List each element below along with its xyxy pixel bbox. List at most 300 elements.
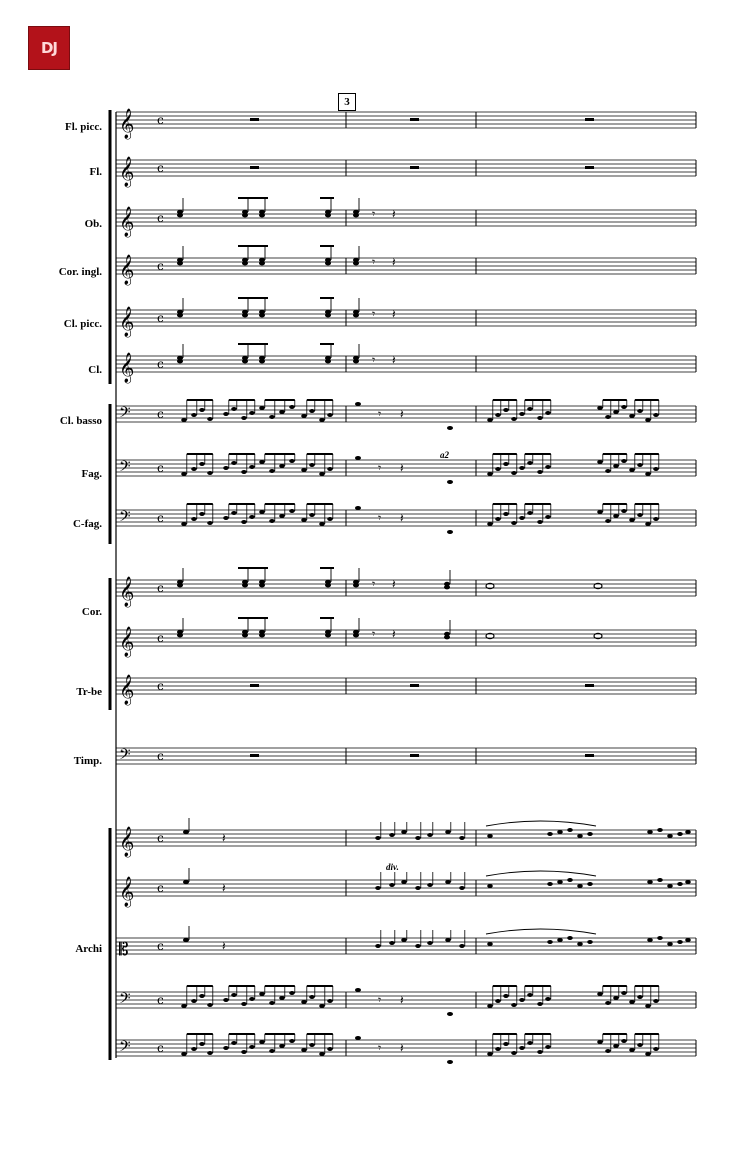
chord xyxy=(242,633,248,637)
slur xyxy=(486,871,596,876)
note-head xyxy=(537,520,543,524)
note-head xyxy=(527,407,533,411)
note-head xyxy=(401,880,407,884)
treble-clef: 𝄞 xyxy=(119,109,135,139)
note-head xyxy=(567,878,573,882)
note-head xyxy=(487,1004,493,1008)
note-head xyxy=(401,830,407,834)
note-head xyxy=(495,1047,501,1051)
note-head xyxy=(289,991,295,995)
note-head xyxy=(597,992,603,996)
note-head xyxy=(301,468,307,472)
note-head xyxy=(249,465,255,469)
note-head xyxy=(231,1041,237,1045)
note-head xyxy=(181,522,187,526)
note-head xyxy=(487,418,493,422)
eighth-rest: 𝄾 xyxy=(378,511,382,525)
time-signature: c xyxy=(157,311,164,325)
quarter-rest: 𝄽 xyxy=(400,461,404,475)
note-head xyxy=(241,416,247,420)
note-head xyxy=(487,834,493,838)
note-head xyxy=(375,836,381,840)
note-head xyxy=(487,884,493,888)
note-head xyxy=(259,406,265,410)
note-head xyxy=(231,407,237,411)
whole-rest xyxy=(410,684,419,687)
note-head xyxy=(629,1000,635,1004)
note-head xyxy=(677,940,683,944)
note-head xyxy=(519,466,525,470)
note-head xyxy=(587,940,593,944)
note-head xyxy=(503,994,509,998)
note-head xyxy=(279,464,285,468)
treble-clef: 𝄞 xyxy=(119,157,135,187)
note-head xyxy=(597,406,603,410)
note-head xyxy=(355,988,361,992)
chord xyxy=(242,583,248,587)
slur xyxy=(486,821,596,826)
treble-clef: 𝄞 xyxy=(119,627,135,657)
note-head xyxy=(241,520,247,524)
note-head xyxy=(445,880,451,884)
whole-rest xyxy=(585,166,594,169)
chord xyxy=(259,261,265,265)
note-head xyxy=(657,878,663,882)
note-head xyxy=(685,830,691,834)
time-signature: c xyxy=(157,881,164,895)
note-head xyxy=(495,517,501,521)
note-head xyxy=(191,467,197,471)
chord xyxy=(325,633,331,637)
time-signature: c xyxy=(157,679,164,693)
note-head xyxy=(289,509,295,513)
note-head xyxy=(487,522,493,526)
note-head xyxy=(279,1044,285,1048)
note-head xyxy=(181,472,187,476)
note-head xyxy=(309,1043,315,1047)
time-signature: c xyxy=(157,831,164,845)
note-head xyxy=(605,415,611,419)
note-head xyxy=(279,514,285,518)
note-head xyxy=(647,880,653,884)
note-head xyxy=(447,480,453,484)
note-head xyxy=(199,462,205,466)
note-head xyxy=(645,418,651,422)
note-head xyxy=(207,1003,213,1007)
whole-rest xyxy=(585,118,594,121)
note-head xyxy=(447,1060,453,1064)
time-signature: c xyxy=(157,749,164,763)
chord xyxy=(242,359,248,363)
note-head xyxy=(309,513,315,517)
note-head xyxy=(207,471,213,475)
note-head xyxy=(503,408,509,412)
treble-clef: 𝄞 xyxy=(119,577,135,607)
bass-clef: 𝄢 xyxy=(119,508,131,529)
label-fl-picc: Fl. picc. xyxy=(65,121,102,133)
note-head xyxy=(375,944,381,948)
note-head xyxy=(597,1040,603,1044)
note-head xyxy=(621,459,627,463)
note-head xyxy=(231,993,237,997)
note-head xyxy=(511,471,517,475)
note-head xyxy=(427,941,433,945)
note-head xyxy=(207,417,213,421)
note-head xyxy=(389,941,395,945)
note-head xyxy=(309,995,315,999)
whole-rest xyxy=(410,166,419,169)
note-head xyxy=(519,412,525,416)
note-head xyxy=(577,884,583,888)
time-signature: c xyxy=(157,631,164,645)
note-head xyxy=(183,938,189,942)
label-c-fag: C-fag. xyxy=(72,518,102,530)
note-head xyxy=(487,1052,493,1056)
chord xyxy=(259,359,265,363)
eighth-rest: 𝄾 xyxy=(378,407,382,421)
note-head xyxy=(301,1048,307,1052)
chord xyxy=(177,583,183,587)
note-head xyxy=(557,830,563,834)
note-head xyxy=(309,409,315,413)
note-head xyxy=(199,512,205,516)
note-head xyxy=(445,938,451,942)
label-archi: Archi xyxy=(75,943,102,955)
note-head xyxy=(629,414,635,418)
note-head xyxy=(629,1048,635,1052)
note-head xyxy=(355,402,361,406)
time-signature: c xyxy=(157,211,164,225)
note-head xyxy=(545,465,551,469)
note-head xyxy=(199,1042,205,1046)
note-head xyxy=(547,832,553,836)
eighth-rest: 𝄾 xyxy=(372,207,376,221)
note-head xyxy=(223,466,229,470)
note-head xyxy=(527,461,533,465)
quarter-rest: 𝄽 xyxy=(222,939,226,953)
note-head xyxy=(319,522,325,526)
treble-clef: 𝄞 xyxy=(119,307,135,337)
note-head xyxy=(653,467,659,471)
note-head xyxy=(259,992,265,996)
whole-rest xyxy=(250,684,259,687)
label-cl-picc: Cl. picc. xyxy=(63,318,102,330)
chord xyxy=(177,213,183,217)
note-head xyxy=(355,456,361,460)
time-signature: c xyxy=(157,161,164,175)
note-head xyxy=(637,513,643,517)
rehearsal-mark: 3 xyxy=(338,93,356,111)
eighth-rest: 𝄾 xyxy=(378,461,382,475)
chord xyxy=(325,213,331,217)
note-head xyxy=(487,472,493,476)
label-cor: Cor. xyxy=(81,606,102,618)
quarter-rest: 𝄽 xyxy=(222,831,226,845)
note-head xyxy=(519,1046,525,1050)
note-head xyxy=(647,830,653,834)
note-head xyxy=(545,515,551,519)
note-head xyxy=(301,1000,307,1004)
note-head xyxy=(647,938,653,942)
note-head xyxy=(597,510,603,514)
note-head xyxy=(301,518,307,522)
note-head xyxy=(415,836,421,840)
note-head xyxy=(415,944,421,948)
note-head xyxy=(495,413,501,417)
label-fl: Fl. xyxy=(89,166,102,178)
note-head xyxy=(657,936,663,940)
note-head xyxy=(577,834,583,838)
bass-clef: 𝄢 xyxy=(119,404,131,425)
chord xyxy=(353,359,359,363)
note-head xyxy=(223,412,229,416)
note-head xyxy=(667,942,673,946)
label-cl-basso: Cl. basso xyxy=(59,415,102,427)
note-head xyxy=(537,1002,543,1006)
note-head xyxy=(269,469,275,473)
note-head xyxy=(445,830,451,834)
note-head xyxy=(191,1047,197,1051)
note-head xyxy=(613,410,619,414)
note-head xyxy=(427,883,433,887)
time-signature: c xyxy=(157,1041,164,1055)
note-head xyxy=(605,1049,611,1053)
note-head xyxy=(613,514,619,518)
note-head xyxy=(645,1004,651,1008)
note-head xyxy=(319,1004,325,1008)
note-head xyxy=(527,1041,533,1045)
whole-rest xyxy=(585,754,594,757)
time-signature: c xyxy=(157,259,164,273)
note-head xyxy=(495,999,501,1003)
note-head xyxy=(191,999,197,1003)
note-head xyxy=(327,517,333,521)
note-head xyxy=(557,880,563,884)
treble-clef: 𝄞 xyxy=(119,207,135,237)
note-head xyxy=(685,880,691,884)
note-head xyxy=(557,938,563,942)
eighth-rest: 𝄾 xyxy=(372,353,376,367)
note-head xyxy=(621,1039,627,1043)
note-head xyxy=(605,469,611,473)
chord xyxy=(259,313,265,317)
chord xyxy=(242,213,248,217)
note-head xyxy=(191,517,197,521)
note-head xyxy=(547,882,553,886)
chord xyxy=(353,583,359,587)
quarter-rest: 𝄽 xyxy=(400,1041,404,1055)
note-head xyxy=(319,1052,325,1056)
note-head xyxy=(301,414,307,418)
quarter-rest: 𝄽 xyxy=(400,407,404,421)
note-head xyxy=(447,530,453,534)
quarter-rest: 𝄽 xyxy=(392,307,396,321)
note-head xyxy=(269,1001,275,1005)
chord xyxy=(353,313,359,317)
note-head xyxy=(537,416,543,420)
quarter-rest: 𝄽 xyxy=(392,255,396,269)
note-head xyxy=(389,833,395,837)
note-head xyxy=(637,1043,643,1047)
note-head xyxy=(319,472,325,476)
treble-clef: 𝄞 xyxy=(119,353,135,383)
bass-clef: 𝄢 xyxy=(119,746,131,767)
note-head xyxy=(199,994,205,998)
chord xyxy=(242,261,248,265)
note-head xyxy=(259,1040,265,1044)
note-head xyxy=(637,995,643,999)
eighth-rest: 𝄾 xyxy=(372,307,376,321)
eighth-rest: 𝄾 xyxy=(378,993,382,1007)
note-head xyxy=(259,460,265,464)
note-head xyxy=(653,1047,659,1051)
note-head xyxy=(519,516,525,520)
note-head xyxy=(503,1042,509,1046)
note-head xyxy=(621,991,627,995)
time-signature: c xyxy=(157,581,164,595)
note-head xyxy=(519,998,525,1002)
note-head xyxy=(503,462,509,466)
note-head xyxy=(653,999,659,1003)
note-head xyxy=(459,836,465,840)
note-head xyxy=(249,997,255,1001)
note-head xyxy=(605,1001,611,1005)
note-head xyxy=(401,938,407,942)
whole-rest xyxy=(250,118,259,121)
chord xyxy=(177,633,183,637)
note-head xyxy=(327,999,333,1003)
note-head xyxy=(645,1052,651,1056)
note-head xyxy=(269,1049,275,1053)
note-head xyxy=(375,886,381,890)
chord xyxy=(353,261,359,265)
note-head xyxy=(503,512,509,516)
alto-clef: 𝄡 xyxy=(119,940,129,960)
note-head xyxy=(249,411,255,415)
label-fag: Fag. xyxy=(81,468,102,480)
time-signature: c xyxy=(157,357,164,371)
note-head xyxy=(629,518,635,522)
note-head xyxy=(181,1052,187,1056)
note-head xyxy=(677,882,683,886)
note-head xyxy=(459,944,465,948)
note-head xyxy=(621,509,627,513)
note-head xyxy=(667,884,673,888)
note-head xyxy=(289,1039,295,1043)
chord xyxy=(259,633,265,637)
note-head xyxy=(567,936,573,940)
note-head xyxy=(415,886,421,890)
note-head xyxy=(241,1050,247,1054)
note-head xyxy=(181,418,187,422)
note-head xyxy=(605,519,611,523)
note-head xyxy=(495,467,501,471)
note-head xyxy=(613,996,619,1000)
note-head xyxy=(241,470,247,474)
whole-rest xyxy=(250,166,259,169)
quarter-rest: 𝄽 xyxy=(392,627,396,641)
bass-clef: 𝄢 xyxy=(119,990,131,1011)
eighth-rest: 𝄾 xyxy=(372,255,376,269)
label-ob: Ob. xyxy=(84,218,102,230)
note-head xyxy=(223,1046,229,1050)
note-head xyxy=(547,940,553,944)
whole-rest xyxy=(585,684,594,687)
quarter-rest: 𝄽 xyxy=(400,993,404,1007)
note-head xyxy=(223,998,229,1002)
a2-marking: a2 xyxy=(440,450,449,460)
eighth-rest: 𝄾 xyxy=(372,577,376,591)
chord xyxy=(259,213,265,217)
note-head xyxy=(447,1012,453,1016)
label-tr-be: Tr-be xyxy=(76,686,102,698)
note-head xyxy=(527,993,533,997)
chord xyxy=(353,633,359,637)
quarter-rest: 𝄽 xyxy=(392,207,396,221)
quarter-rest: 𝄽 xyxy=(400,511,404,525)
note-head xyxy=(685,938,691,942)
note-head xyxy=(567,828,573,832)
note-head xyxy=(657,828,663,832)
note-head xyxy=(545,411,551,415)
note-head xyxy=(587,832,593,836)
note-head xyxy=(183,880,189,884)
note-head xyxy=(269,415,275,419)
note-head xyxy=(319,418,325,422)
note-head xyxy=(537,1050,543,1054)
time-signature: c xyxy=(157,993,164,1007)
note-head xyxy=(249,1045,255,1049)
note-head xyxy=(231,461,237,465)
note-head xyxy=(427,833,433,837)
note-head xyxy=(613,1044,619,1048)
label-timp: Timp. xyxy=(73,755,102,767)
eighth-rest: 𝄾 xyxy=(372,627,376,641)
chord xyxy=(325,261,331,265)
eighth-rest: 𝄾 xyxy=(378,1041,382,1055)
note-head xyxy=(459,886,465,890)
note-head xyxy=(587,882,593,886)
time-signature: c xyxy=(157,113,164,127)
treble-clef: 𝄞 xyxy=(119,675,135,705)
note-head xyxy=(667,834,673,838)
note-head xyxy=(537,470,543,474)
note-head xyxy=(289,459,295,463)
chord xyxy=(325,583,331,587)
time-signature: c xyxy=(157,407,164,421)
note-head xyxy=(629,468,635,472)
chord xyxy=(444,585,450,589)
note-head xyxy=(207,521,213,525)
note-head xyxy=(327,413,333,417)
time-signature: c xyxy=(157,511,164,525)
note-head xyxy=(249,515,255,519)
chord xyxy=(259,583,265,587)
note-head xyxy=(621,405,627,409)
chord xyxy=(444,635,450,639)
note-head xyxy=(511,1051,517,1055)
note-head xyxy=(487,942,493,946)
quarter-rest: 𝄽 xyxy=(392,353,396,367)
chord xyxy=(177,359,183,363)
note-head xyxy=(511,521,517,525)
note-head xyxy=(327,1047,333,1051)
whole-rest xyxy=(410,754,419,757)
quarter-rest: 𝄽 xyxy=(392,577,396,591)
publisher-logo: DJ xyxy=(28,26,70,70)
note-head xyxy=(645,472,651,476)
note-head xyxy=(181,1004,187,1008)
